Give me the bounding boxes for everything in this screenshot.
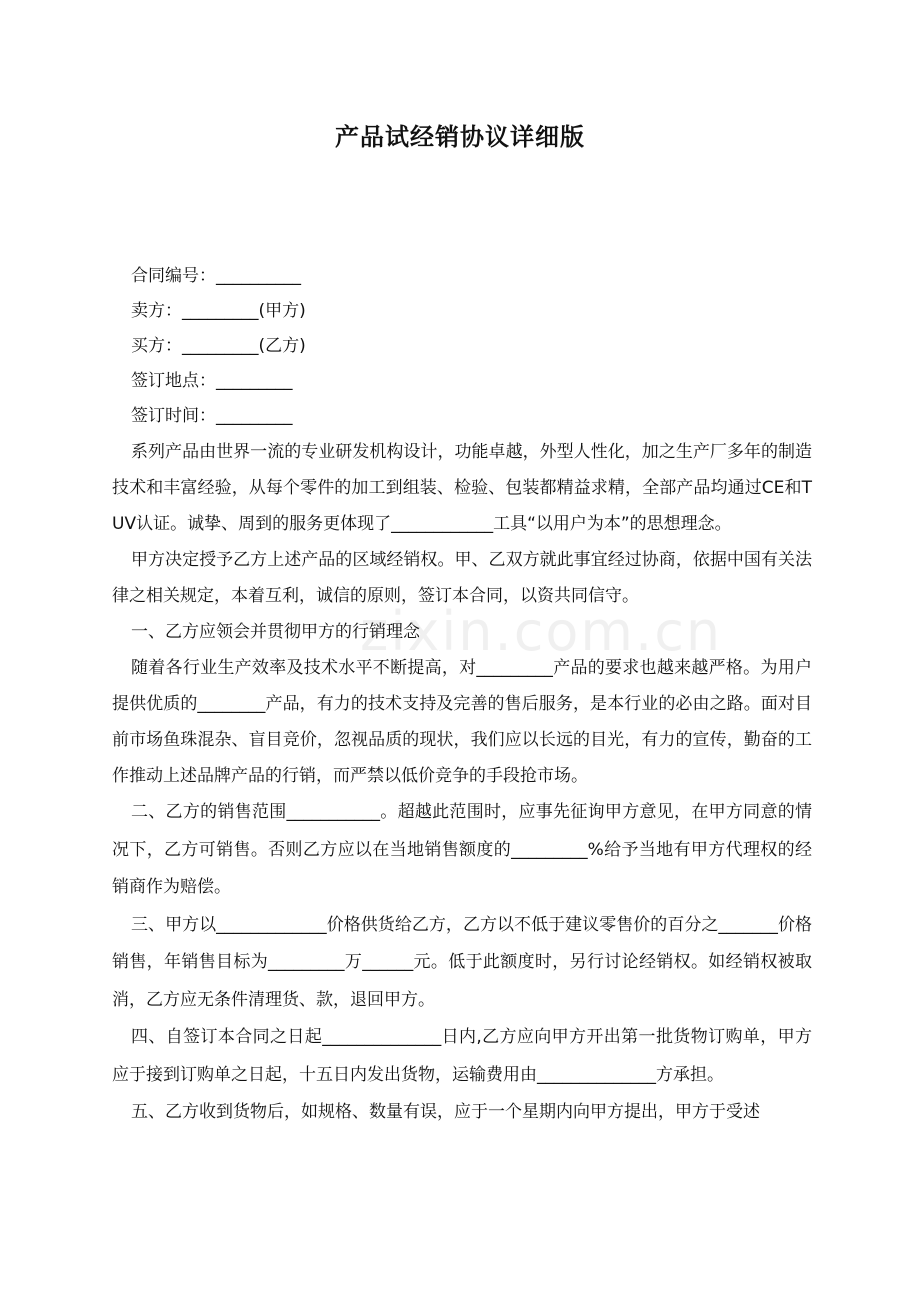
contract-number-field: 合同编号：__________ xyxy=(131,266,301,286)
document-body xyxy=(112,259,812,1132)
watermark: zixin.com.cn xyxy=(360,600,723,663)
signing-time-field: 签订时间：_________ xyxy=(131,406,293,426)
clause-4: 四、自签订本合同之日起______________日内,乙方应向甲方开出第一批货物订购单，甲方应于接到订购单之日起，十五日内发出货物，运输费用由______________方承担。 xyxy=(112,1027,812,1085)
document-title: 产品试经销协议详细版 xyxy=(335,123,585,151)
clause-1-body: 随着各行业生产效率及技术水平不断提高，对_________产品的要求也越来越严格。为用户提供优质的________产品，有力的技术支持及完善的售后服务，是本行业的必由之路。面对目前市场鱼珠混杂、盲目竞价，忽视品质的现状，我们应以长远的目光，有力的宣传，勤奋的工作推动上述品牌产品的行销，而严禁以低价竞争的手段抢市场。 xyxy=(112,658,812,786)
signing-place-field: 签订地点：_________ xyxy=(131,371,293,391)
buyer-field: 买方：_________(乙方) xyxy=(131,336,306,356)
authorization-paragraph: 甲方决定授予乙方上述产品的区域经销权。甲、乙双方就此事宜经过协商，依据中国有关法律之相关规定，本着互利，诚信的原则，签订本合同，以资共同信守。 xyxy=(112,550,812,606)
intro-paragraph: 系列产品由世界一流的专业研发机构设计，功能卓越，外型人性化，加之生产厂多年的制造技术和丰富经验，从每个零件的加工到组装、检验、包装都精益求精，全部产品均通过CE和TUV认证。诚挚、周到的服务更体现了____________工具“以用户为本”的思想理念。 xyxy=(112,442,812,534)
clause-1-heading: 一、乙方应领会并贯彻甲方的行销理念 xyxy=(131,622,420,642)
clause-5: 五、乙方收到货物后，如规格、数量有误，应于一个星期内向甲方提出，甲方于受述 xyxy=(131,1102,760,1122)
clause-2: 二、乙方的销售范围___________。超越此范围时，应事先征询甲方意见，在甲方同意的情况下，乙方可销售。否则乙方应以在当地销售额度的_________%给予当地有甲方代理权的经销商作为赔偿。 xyxy=(112,802,812,897)
clause-3: 三、甲方以_____________价格供货给乙方，乙方以不低于建议零售价的百分之_______价格销售，年销售目标为_________万______元。低于此额度时，另行讨论经销权。如经销权被取消，乙方应无条件清理货、款，退回甲方。 xyxy=(112,914,812,1010)
seller-field: 卖方：_________(甲方) xyxy=(131,301,306,321)
